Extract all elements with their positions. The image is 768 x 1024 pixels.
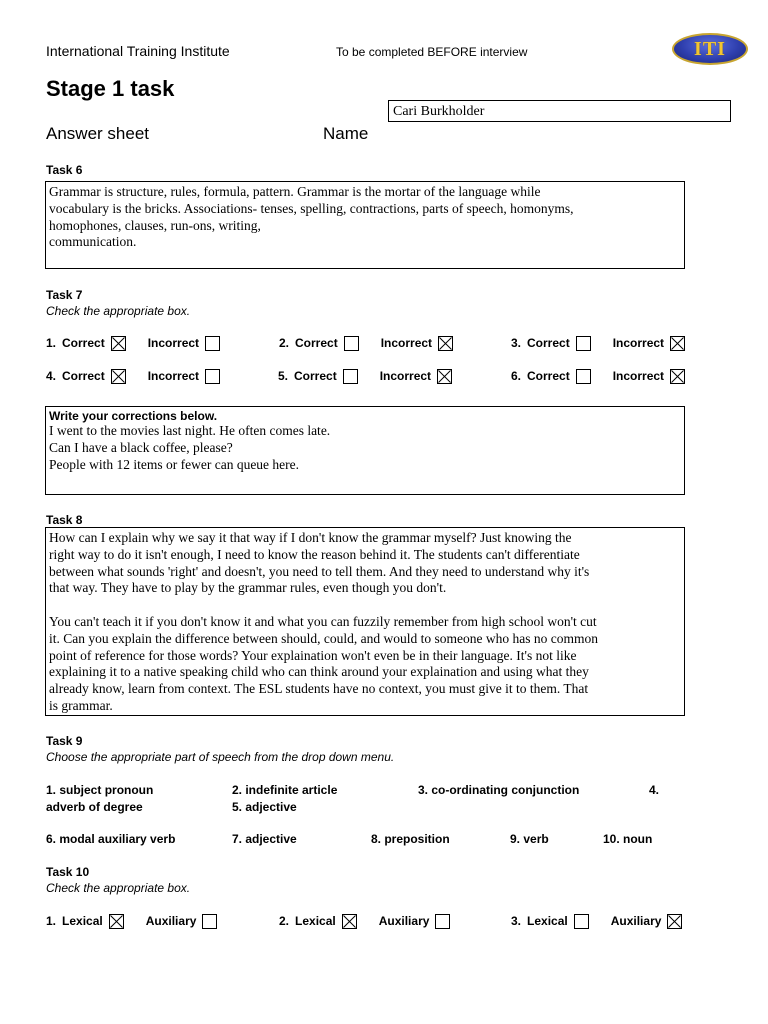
task7-corrections-box[interactable] bbox=[45, 406, 685, 495]
task8-answer-box[interactable] bbox=[45, 527, 685, 716]
task7-option-b-label: Incorrect bbox=[379, 369, 432, 383]
task9-item-7[interactable]: 7. adjective bbox=[232, 832, 297, 846]
task7-item-number: 4. bbox=[46, 369, 57, 383]
task7-item-number: 6. bbox=[511, 369, 522, 383]
task7-item-3 bbox=[511, 334, 685, 352]
task7-item-number: 1. bbox=[46, 336, 57, 350]
corrections-label: Write your corrections below. bbox=[49, 409, 218, 423]
task9-item-4-number: 4. bbox=[649, 783, 660, 797]
task7-correct-checkbox[interactable] bbox=[576, 336, 591, 351]
task7-incorrect-checkbox[interactable] bbox=[670, 369, 685, 384]
institute-name: International Training Institute bbox=[46, 43, 230, 59]
task8-label: Task 8 bbox=[46, 513, 83, 527]
task10-option-b-label: Auxiliary bbox=[378, 914, 430, 928]
task6-label: Task 6 bbox=[46, 163, 83, 177]
task7-option-a-label: Correct bbox=[62, 336, 105, 350]
task9-label: Task 9 bbox=[46, 734, 83, 748]
task10-auxiliary-checkbox[interactable] bbox=[202, 914, 217, 929]
task10-option-a-label: Lexical bbox=[527, 914, 568, 928]
task7-correct-checkbox[interactable] bbox=[111, 336, 126, 351]
task10-lexical-checkbox[interactable] bbox=[109, 914, 124, 929]
task10-item-number: 2. bbox=[279, 914, 290, 928]
task10-option-a-label: Lexical bbox=[295, 914, 336, 928]
task10-lexical-checkbox[interactable] bbox=[342, 914, 357, 929]
task7-item-4 bbox=[46, 367, 220, 385]
iti-logo bbox=[672, 33, 748, 65]
task7-item-5 bbox=[278, 367, 452, 385]
task7-option-a-label: Correct bbox=[527, 336, 570, 350]
task9-item-1[interactable]: 1. subject pronoun bbox=[46, 783, 154, 797]
task6-answer-box[interactable] bbox=[45, 181, 685, 269]
task9-item-4[interactable]: adverb of degree bbox=[46, 800, 143, 814]
task7-correct-checkbox[interactable] bbox=[576, 369, 591, 384]
name-label: Name bbox=[323, 124, 369, 143]
task10-item-number: 3. bbox=[511, 914, 522, 928]
task7-item-number: 2. bbox=[279, 336, 290, 350]
task7-option-a-label: Correct bbox=[294, 369, 337, 383]
task10-lexical-checkbox[interactable] bbox=[574, 914, 589, 929]
task9-item-10[interactable]: 10. noun bbox=[603, 832, 653, 846]
task7-item-6 bbox=[511, 367, 685, 385]
task9-item-6[interactable]: 6. modal auxiliary verb bbox=[46, 832, 176, 846]
task7-item-2 bbox=[279, 334, 453, 352]
task7-incorrect-checkbox[interactable] bbox=[437, 369, 452, 384]
task7-item-1 bbox=[46, 334, 220, 352]
completion-instruction: To be completed BEFORE interview bbox=[336, 45, 528, 59]
task7-incorrect-checkbox[interactable] bbox=[205, 336, 220, 351]
task9-item-8[interactable]: 8. preposition bbox=[371, 832, 450, 846]
task7-item-number: 5. bbox=[278, 369, 289, 383]
task10-item-3 bbox=[511, 912, 682, 930]
task6-answer-text: Grammar is structure, rules, formula, pattern. Grammar is the mortar of the language while vocabulary is the bricks. Associations- tenses, spelling, contractions, parts of speech, homonyms, homophones, clauses, run-ons, writing, communication. bbox=[49, 184, 574, 250]
answer-sheet-label: Answer sheet bbox=[46, 124, 149, 143]
task7-label: Task 7 bbox=[46, 288, 83, 302]
task7-option-b-label: Incorrect bbox=[612, 336, 665, 350]
name-value: Cari Burkholder bbox=[393, 104, 485, 119]
logo-text: ITI bbox=[694, 37, 726, 60]
task9-item-2[interactable]: 2. indefinite article bbox=[232, 783, 338, 797]
task7-option-a-label: Correct bbox=[295, 336, 338, 350]
task10-item-1 bbox=[46, 912, 217, 930]
task7-option-b-label: Incorrect bbox=[147, 369, 200, 383]
task10-option-b-label: Auxiliary bbox=[610, 914, 662, 928]
page-title: Stage 1 task bbox=[46, 76, 175, 101]
task10-auxiliary-checkbox[interactable] bbox=[435, 914, 450, 929]
task9-instruction: Choose the appropriate part of speech from the drop down menu. bbox=[46, 750, 395, 764]
task7-option-b-label: Incorrect bbox=[147, 336, 200, 350]
task7-option-b-label: Incorrect bbox=[612, 369, 665, 383]
task7-option-a-label: Correct bbox=[527, 369, 570, 383]
task9-item-5[interactable]: 5. adjective bbox=[232, 800, 297, 814]
task7-incorrect-checkbox[interactable] bbox=[205, 369, 220, 384]
task10-option-b-label: Auxiliary bbox=[145, 914, 197, 928]
task7-correct-checkbox[interactable] bbox=[343, 369, 358, 384]
task7-incorrect-checkbox[interactable] bbox=[670, 336, 685, 351]
task10-option-a-label: Lexical bbox=[62, 914, 103, 928]
task7-option-a-label: Correct bbox=[62, 369, 105, 383]
name-field[interactable] bbox=[388, 100, 731, 122]
task9-item-9[interactable]: 9. verb bbox=[510, 832, 549, 846]
task7-correct-checkbox[interactable] bbox=[344, 336, 359, 351]
task10-auxiliary-checkbox[interactable] bbox=[667, 914, 682, 929]
corrections-text: I went to the movies last night. He often comes late. Can I have a black coffee, please? People with 12 items or fewer can queue here. bbox=[49, 423, 331, 472]
task7-incorrect-checkbox[interactable] bbox=[438, 336, 453, 351]
task9-item-3[interactable]: 3. co-ordinating conjunction bbox=[418, 783, 580, 797]
task10-item-2 bbox=[279, 912, 450, 930]
task7-correct-checkbox[interactable] bbox=[111, 369, 126, 384]
task10-instruction: Check the appropriate box. bbox=[46, 881, 191, 895]
task7-option-b-label: Incorrect bbox=[380, 336, 433, 350]
task8-answer-text: How can I explain why we say it that way if I don't know the grammar myself? Just knowing the right way to do it isn't enough, I need to know the reason behind it. The students can't differentiate between what sounds 'right' and doesn't, you need to tell them. And they need to understand why it's that way. They have to play by the grammar rules, even though you don't. You can't teach it if you don't know it and what you can fuzzily remember from high school won't cut it. Can you explain the difference between should, could, and would to someone who has no common point of reference for those words? Your explaination won't even be in their language. It's not like explaining it to a native speaking child who can think around your explaination and using what they already know, learn from context. The ESL students have no context, you must give it to them. That is grammar. bbox=[49, 530, 599, 713]
task10-item-number: 1. bbox=[46, 914, 57, 928]
task7-instruction: Check the appropriate box. bbox=[46, 304, 191, 318]
task7-item-number: 3. bbox=[511, 336, 522, 350]
task10-label: Task 10 bbox=[46, 865, 90, 879]
